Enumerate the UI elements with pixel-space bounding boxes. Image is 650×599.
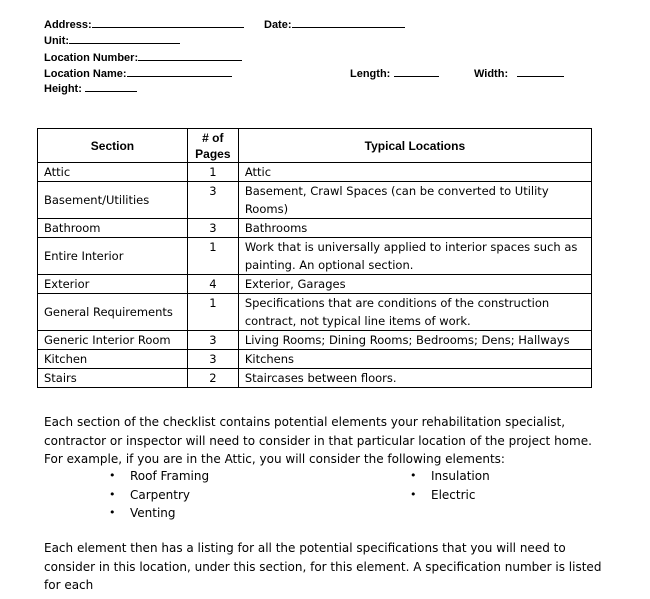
section-cell: Exterior — [38, 275, 188, 294]
length-field[interactable] — [350, 66, 439, 81]
bullet-icon: • — [109, 506, 116, 519]
bullet-text: Venting — [130, 506, 176, 520]
bullet-text: Insulation — [431, 469, 490, 483]
table-header-row — [38, 129, 592, 163]
address-blank[interactable] — [92, 17, 244, 28]
locations-cell: Exterior, Garages — [238, 275, 591, 294]
height-blank[interactable] — [85, 81, 137, 92]
location-number-field[interactable] — [44, 50, 242, 65]
table-row — [38, 163, 592, 182]
pages-cell: 1 — [187, 238, 238, 275]
location-number-blank[interactable] — [138, 50, 242, 61]
section-cell: Attic — [38, 163, 188, 182]
locations-cell: Kitchens — [238, 350, 591, 369]
width-blank[interactable] — [517, 66, 564, 77]
date-blank[interactable] — [292, 17, 405, 28]
bullet-text: Carpentry — [130, 487, 191, 502]
bullet-icon: • — [410, 487, 417, 501]
table-row — [38, 294, 592, 331]
list-item — [109, 486, 209, 505]
locations-cell: Staircases between floors. — [238, 369, 591, 388]
section-cell: Basement/Utilities — [38, 182, 188, 219]
table-row — [38, 350, 592, 369]
location-name-label: Location Name: — [44, 68, 127, 80]
pages-cell: 1 — [187, 294, 238, 331]
locations-cell: Specifications that are conditions of the construction contract, not typical line items of work. — [238, 294, 591, 331]
address-field[interactable] — [44, 17, 244, 32]
section-cell: Entire Interior — [38, 238, 188, 275]
length-label: Length: — [350, 68, 391, 80]
address-label: Address: — [44, 19, 92, 31]
table-row — [38, 369, 592, 388]
section-cell: Kitchen — [38, 350, 188, 369]
bullet-list-left — [109, 467, 209, 523]
list-item — [109, 467, 209, 486]
pages-cell: 3 — [187, 331, 238, 350]
pages-cell: 4 — [187, 275, 238, 294]
pages-cell: 3 — [187, 350, 238, 369]
intro-paragraph: Each section of the checklist contains potential elements your rehabilitation specialist, contractor or inspector will need to consider in that particular location of the project home. For example, if you are in the Attic, you will consider the following elements: — [44, 415, 592, 466]
bullet-icon: • — [109, 469, 116, 482]
list-item — [109, 504, 209, 523]
pages-cell: 3 — [187, 219, 238, 238]
header-pages: # of Pages — [187, 129, 238, 163]
location-number-label: Location Number: — [44, 52, 139, 64]
section-cell: General Requirements — [38, 294, 188, 331]
section-cell: Bathroom — [38, 219, 188, 238]
locations-cell: Bathrooms — [238, 219, 591, 238]
pages-cell: 1 — [187, 163, 238, 182]
bullet-list-right — [410, 467, 490, 504]
table-row — [38, 275, 592, 294]
bullet-icon: • — [410, 469, 417, 482]
location-name-blank[interactable] — [127, 66, 232, 77]
unit-field[interactable] — [44, 33, 180, 48]
table-row — [38, 219, 592, 238]
width-label: Width: — [474, 68, 509, 80]
list-item — [410, 467, 490, 486]
sections-table — [37, 128, 592, 388]
width-field[interactable] — [474, 66, 564, 81]
date-label: Date: — [264, 19, 292, 31]
height-field[interactable] — [44, 81, 137, 96]
length-blank[interactable] — [394, 66, 439, 77]
section-cell: Generic Interior Room — [38, 331, 188, 350]
table-row — [38, 331, 592, 350]
pages-cell: 3 — [187, 182, 238, 219]
location-name-field[interactable] — [44, 66, 232, 81]
locations-cell: Living Rooms; Dining Rooms; Bedrooms; Dens; Hallways — [238, 331, 591, 350]
bullet-text: Roof Framing — [130, 469, 210, 483]
bullet-text: Electric — [431, 487, 476, 502]
date-field[interactable] — [264, 17, 405, 32]
header-section: Section — [38, 129, 188, 163]
pages-cell: 2 — [187, 369, 238, 388]
list-item — [410, 486, 490, 505]
height-label: Height: — [44, 83, 82, 95]
table-row — [38, 182, 592, 219]
locations-cell: Attic — [238, 163, 591, 182]
bullet-icon: • — [109, 487, 116, 501]
header-locations: Typical Locations — [238, 129, 591, 163]
element-paragraph: Each element then has a listing for all the potential specifications that you will need to consider in this location, under this section, for this element. A specification number is listed for each — [44, 541, 602, 592]
unit-label: Unit: — [44, 35, 70, 47]
unit-blank[interactable] — [69, 33, 180, 44]
table-row — [38, 238, 592, 275]
locations-cell: Basement, Crawl Spaces (can be converted to Utility Rooms) — [238, 182, 591, 219]
locations-cell: Work that is universally applied to interior spaces such as painting. An optional section. — [238, 238, 591, 275]
section-cell: Stairs — [38, 369, 188, 388]
